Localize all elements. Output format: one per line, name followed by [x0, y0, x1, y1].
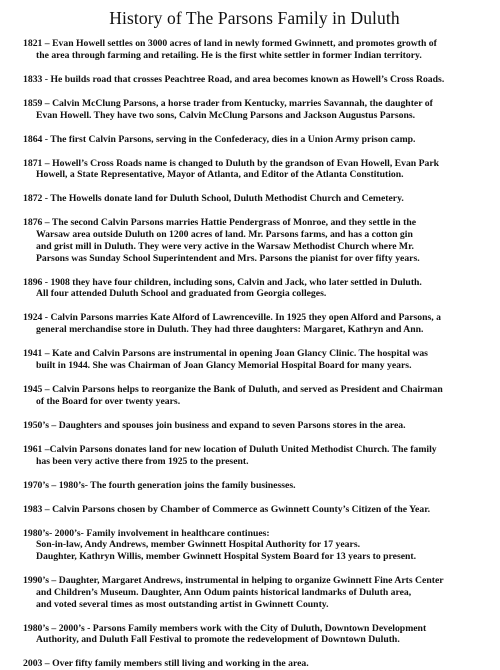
timeline-entry — [23, 193, 486, 205]
timeline-entry — [23, 312, 486, 336]
timeline-entry — [23, 217, 486, 264]
entry-line: of the Board for over twenty years. — [36, 395, 181, 407]
entry-line: 1896 - 1908 they have four children, including sons, Calvin and Jack, who later settled in Duluth. — [23, 276, 422, 288]
timeline-entry — [23, 38, 486, 62]
entry-line: the area through farming and retailing. He is the first white settler in former Indian territory. — [36, 49, 422, 61]
timeline-entry — [23, 158, 486, 182]
timeline-entry — [23, 575, 486, 610]
page-title: History of The Parsons Family in Duluth — [109, 8, 400, 28]
entry-line: Parsons was Sunday School Superintendent and Mrs. Parsons the pianist for over fifty years. — [36, 252, 420, 264]
entry-line: Daughter, Kathryn Willis, member Gwinnett Hospital System Board for 13 years to present. — [36, 551, 417, 563]
entry-line: 1945 – Calvin Parsons helps to reorganize the Bank of Duluth, and served as President and Chairman — [23, 384, 443, 396]
timeline-entry — [23, 623, 486, 647]
entry-line: and voted several times as most outstanding artist in Gwinnett County. — [36, 598, 329, 610]
entry-line: 1941 – Kate and Calvin Parsons are instrumental in opening Joan Glancy Clinic. The hospital was — [23, 348, 428, 360]
entry-line: 1980’s- 2000’s- Family involvement in healthcare continues: — [23, 527, 270, 539]
timeline-entry — [23, 277, 486, 301]
timeline-entry — [23, 504, 486, 516]
timeline-entry — [23, 658, 486, 670]
entry-line: 1980’s – 2000’s - Parsons Family members work with the City of Duluth, Downtown Development — [23, 622, 427, 634]
entry-line: 1876 – The second Calvin Parsons marries Hattie Pendergrass of Monroe, and they settle in the — [23, 217, 417, 229]
entry-line: Authority, and Duluth Fall Festival to promote the redevelopment of Downtown Duluth. — [36, 634, 400, 646]
timeline-entry — [23, 348, 486, 372]
timeline-list — [23, 38, 486, 670]
timeline-entry — [23, 480, 486, 492]
entry-line: 1983 – Calvin Parsons chosen by Chamber of Commerce as Gwinnett County’s Citizen of the Year. — [23, 503, 431, 515]
entry-line: has been very active there from 1925 to the present. — [36, 455, 249, 467]
entry-line: All four attended Duluth School and graduated from Georgia colleges. — [36, 288, 327, 300]
entry-line: and Children’s Museum. Daughter, Ann Odum paints historical landmarks of Duluth area, — [36, 586, 412, 598]
entry-line: and grist mill in Duluth. They were very active in the Warsaw Methodist Church where Mr. — [36, 240, 414, 252]
entry-line: Evan Howell. They have two sons, Calvin McClung Parsons and Jackson Augustus Parsons. — [36, 109, 416, 121]
timeline-entry — [23, 384, 486, 408]
entry-line: 1950’s – Daughters and spouses join business and expand to seven Parsons stores in the area. — [23, 419, 406, 431]
entry-line: 1859 – Calvin McClung Parsons, a horse trader from Kentucky, marries Savannah, the daughter of — [23, 97, 433, 109]
timeline-entry — [23, 74, 486, 86]
timeline-entry — [23, 444, 486, 468]
timeline-entry — [23, 420, 486, 432]
entry-line: general merchandise store in Duluth. They had three daughters: Margaret, Kathryn and Ann. — [36, 324, 424, 336]
timeline-entry — [23, 98, 486, 122]
entry-line: 1970’s – 1980’s- The fourth generation joins the family businesses. — [23, 479, 296, 491]
entry-line: 1833 - He builds road that crosses Peachtree Road, and area becomes known as Howell’s Cross Roads. — [23, 73, 445, 85]
timeline-entry — [23, 134, 486, 146]
entry-line: built in 1944. She was Chairman of Joan Glancy Memorial Hospital Board for many years. — [36, 360, 412, 372]
timeline-entry — [23, 528, 486, 563]
entry-line: 1961 –Calvin Parsons donates land for new location of Duluth United Methodist Church. The family — [23, 443, 437, 455]
entry-line: 1871 – Howell’s Cross Roads name is changed to Duluth by the grandson of Evan Howell, Evan Park — [23, 157, 440, 169]
entry-line: 2003 – Over fifty family members still living and working in the area. — [23, 658, 309, 670]
entry-line: 1872 - The Howells donate land for Duluth School, Duluth Methodist Church and Cemetery. — [23, 193, 404, 205]
entry-line: 1864 - The first Calvin Parsons, serving in the Confederacy, dies in a Union Army prison camp. — [23, 133, 416, 145]
entry-line: 1821 – Evan Howell settles on 3000 acres of land in newly formed Gwinnett, and promotes growth of — [23, 38, 437, 49]
entry-line: 1990’s – Daughter, Margaret Andrews, instrumental in helping to organize Gwinnett Fine Arts Center — [23, 575, 444, 587]
entry-line: Howell, a State Representative, Mayor of Atlanta, and Editor of the Atlanta Constitution. — [36, 169, 404, 181]
entry-line: 1924 - Calvin Parsons marries Kate Alford of Lawrenceville. In 1925 they open Alford and Parsons, a — [23, 312, 441, 324]
entry-line: Son-in-law, Andy Andrews, member Gwinnett Hospital Authority for 17 years. — [36, 539, 361, 551]
entry-line: Warsaw area outside Duluth on 1200 acres of land. Mr. Parsons farms, and has a cotton gin — [36, 229, 413, 241]
